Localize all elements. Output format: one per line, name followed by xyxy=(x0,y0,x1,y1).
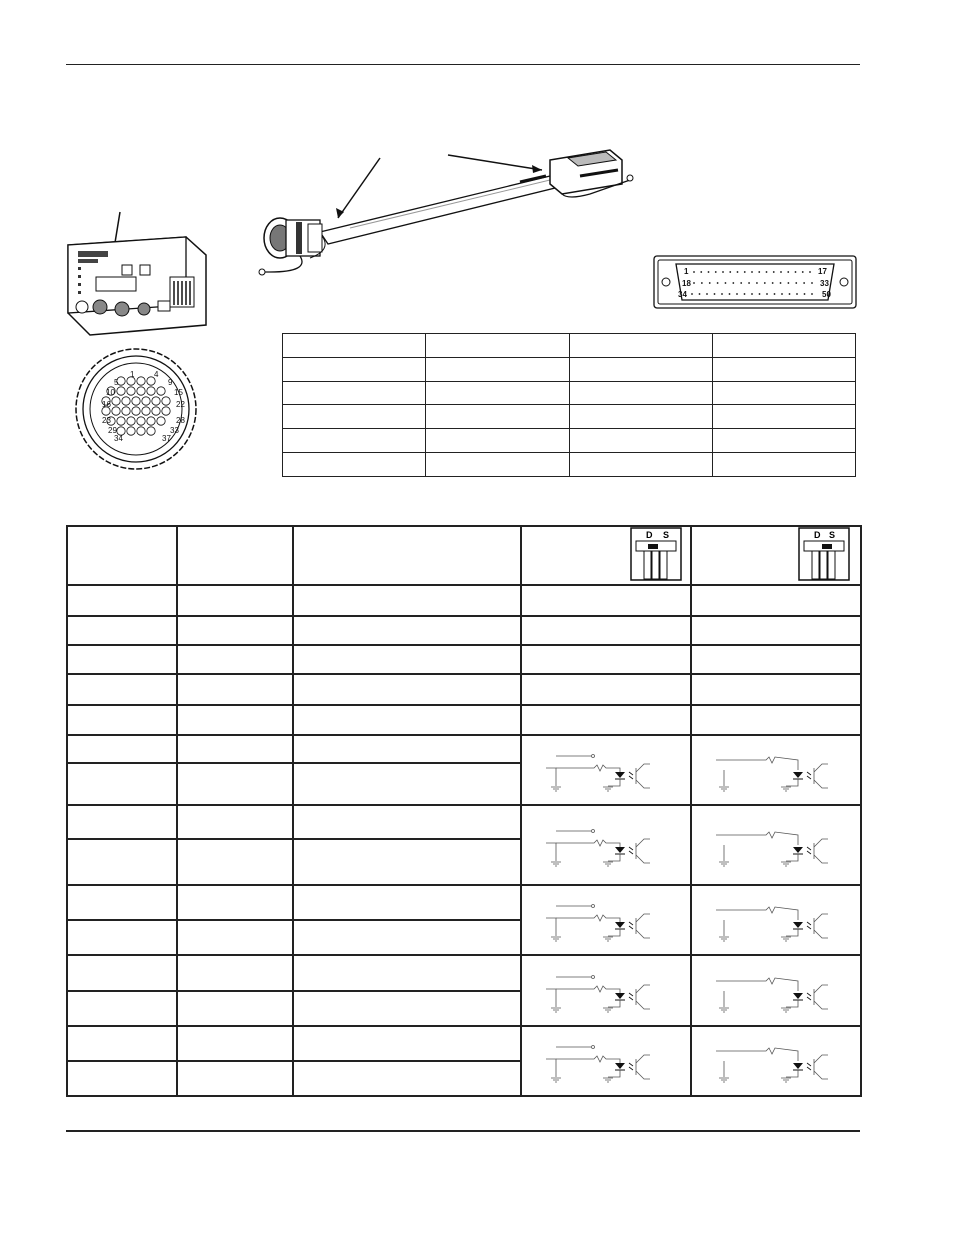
table-cell xyxy=(712,453,855,477)
circuit-cell xyxy=(521,1026,691,1096)
pin-label: 4 xyxy=(154,370,159,379)
table-cell xyxy=(691,705,861,735)
table-cell xyxy=(177,735,293,763)
opto-isolator-icon xyxy=(536,963,676,1019)
switch-label-d: D xyxy=(646,530,653,540)
dsub-pin-dot xyxy=(732,282,734,284)
dsub-pin-dot xyxy=(721,293,723,295)
pin-label: 33 xyxy=(170,426,179,435)
pin-label: 5 xyxy=(114,378,119,387)
table-cell xyxy=(177,991,293,1026)
dsub-pin-dot xyxy=(766,293,768,295)
dsub-pin-dot xyxy=(788,282,790,284)
opto-isolator-icon xyxy=(536,1033,676,1089)
table-cell xyxy=(67,645,177,674)
table-cell xyxy=(293,585,521,616)
dip-switch-icon xyxy=(798,527,850,581)
table-cell xyxy=(426,453,569,477)
circuit-cell xyxy=(691,805,861,885)
dsub-pin-dot xyxy=(774,293,776,295)
pin-hole xyxy=(132,397,140,405)
table-cell xyxy=(521,705,691,735)
table-cell xyxy=(691,585,861,616)
table-cell xyxy=(283,357,426,381)
circuit-cell xyxy=(691,955,861,1025)
table-cell xyxy=(177,920,293,955)
pin-label: 10 xyxy=(106,388,115,397)
pin-label: 22 xyxy=(176,400,185,409)
header-rule xyxy=(66,64,860,65)
dsub-pin-dot xyxy=(787,271,789,273)
table-cell xyxy=(426,429,569,453)
dsub-pin-dot xyxy=(759,293,761,295)
dsub-pin-dot xyxy=(796,293,798,295)
control-box-illustration xyxy=(66,225,216,345)
table-cell xyxy=(521,645,691,674)
circuit-cell xyxy=(691,735,861,805)
pin-hole xyxy=(127,427,135,435)
cable-illustration xyxy=(250,140,650,280)
table-cell xyxy=(569,381,712,405)
dsub-pin-dot xyxy=(706,293,708,295)
dsub-pin-dot xyxy=(764,282,766,284)
dsub-pin-dot xyxy=(811,282,813,284)
pin-label: 29 xyxy=(108,426,117,435)
table-cell xyxy=(283,405,426,429)
opto-isolator-icon xyxy=(536,892,676,948)
table-cell xyxy=(569,429,712,453)
dsub-pin-dot xyxy=(781,293,783,295)
table-cell xyxy=(569,453,712,477)
circuit-cell xyxy=(521,885,691,955)
table-cell xyxy=(67,955,177,990)
table-cell xyxy=(67,1026,177,1061)
dsub-pin-dot xyxy=(729,293,731,295)
table-cell xyxy=(67,616,177,645)
opto-isolator-icon xyxy=(706,817,846,873)
pin-label: 16 xyxy=(102,400,111,409)
cable-spec-table xyxy=(282,333,856,477)
opto-isolator-icon xyxy=(706,892,846,948)
table-cell xyxy=(177,616,293,645)
table-cell xyxy=(521,616,691,645)
dsub-pin-dot xyxy=(780,282,782,284)
dsub-pin-dot xyxy=(744,271,746,273)
table-cell xyxy=(67,585,177,616)
dsub-pin-dot xyxy=(708,271,710,273)
table-cell xyxy=(712,334,855,358)
pin-hole xyxy=(152,407,160,415)
table-cell xyxy=(177,674,293,704)
table-cell xyxy=(67,839,177,885)
table-cell xyxy=(521,585,691,616)
pin-hole xyxy=(162,407,170,415)
pin-hole xyxy=(122,397,130,405)
dsub-pin-dot xyxy=(773,271,775,273)
pin-hole xyxy=(137,377,145,385)
table-cell xyxy=(712,381,855,405)
pin-hole xyxy=(152,397,160,405)
table-cell xyxy=(691,674,861,704)
pin-label: 28 xyxy=(176,416,185,425)
table-cell xyxy=(293,616,521,645)
table-cell xyxy=(293,885,521,920)
circuit-cell xyxy=(691,1026,861,1096)
table-cell xyxy=(712,429,855,453)
table-cell xyxy=(177,805,293,839)
pin-hole xyxy=(112,397,120,405)
table-cell xyxy=(177,955,293,990)
table-cell xyxy=(177,585,293,616)
table-cell xyxy=(67,805,177,839)
dsub-pin-label: 18 xyxy=(682,279,691,288)
header-cell xyxy=(293,526,521,585)
pin-label: 23 xyxy=(102,416,111,425)
dsub-pin-dot xyxy=(714,293,716,295)
table-cell xyxy=(177,839,293,885)
table-cell xyxy=(177,645,293,674)
pinout-table xyxy=(66,525,862,1097)
dsub-pin-dot xyxy=(693,271,695,273)
table-cell xyxy=(712,405,855,429)
pin-label: 9 xyxy=(168,378,173,387)
pin-hole xyxy=(137,417,145,425)
table-cell xyxy=(426,334,569,358)
table-cell xyxy=(67,991,177,1026)
pin-label: 34 xyxy=(114,434,123,443)
front-connector-pinout xyxy=(72,345,200,473)
dsub-pin-dot xyxy=(693,282,695,284)
pin-hole xyxy=(137,387,145,395)
table-cell xyxy=(712,357,855,381)
switch-label-s: S xyxy=(829,530,836,540)
table-cell xyxy=(293,955,521,990)
dip-switch-icon xyxy=(630,527,682,581)
table-cell xyxy=(521,674,691,704)
table-cell xyxy=(283,429,426,453)
pin-hole xyxy=(132,407,140,415)
dsub-pin-dot xyxy=(780,271,782,273)
pin-hole xyxy=(157,417,165,425)
table-cell xyxy=(691,645,861,674)
table-cell xyxy=(283,381,426,405)
dsub-pin-dot xyxy=(722,271,724,273)
dsub-pin-dot xyxy=(699,293,701,295)
switch-label-s: S xyxy=(663,530,670,540)
pin-hole xyxy=(117,387,125,395)
table-cell xyxy=(177,763,293,805)
dsub-pin-dot xyxy=(804,293,806,295)
pin-hole xyxy=(142,407,150,415)
dsub-pin-dot xyxy=(758,271,760,273)
opto-isolator-icon xyxy=(536,817,676,873)
dsub-pin-dot xyxy=(725,282,727,284)
dsub-pin-dot xyxy=(803,282,805,284)
table-cell xyxy=(177,885,293,920)
pin-label: 15 xyxy=(174,388,183,397)
table-cell xyxy=(293,735,521,763)
pin-hole xyxy=(122,407,130,415)
table-cell xyxy=(67,885,177,920)
dsub-pin-dot xyxy=(729,271,731,273)
pin-hole xyxy=(142,397,150,405)
table-cell xyxy=(67,1061,177,1096)
footer-rule xyxy=(66,1130,860,1132)
header-cell xyxy=(67,526,177,585)
dsub-connector-pinout xyxy=(652,252,858,314)
pin-label: 37 xyxy=(162,434,171,443)
dsub-pin-dot xyxy=(748,282,750,284)
dsub-pin-dot xyxy=(772,282,774,284)
table-cell xyxy=(177,1026,293,1061)
dsub-pin-dot xyxy=(700,271,702,273)
header-cell xyxy=(177,526,293,585)
dsub-pin-dot xyxy=(789,293,791,295)
dsub-pin-dot xyxy=(795,271,797,273)
table-cell xyxy=(67,763,177,805)
table-cell xyxy=(569,334,712,358)
pin-hole xyxy=(112,407,120,415)
opto-isolator-icon xyxy=(706,1033,846,1089)
dsub-pin-label: 33 xyxy=(820,279,829,288)
pin-hole xyxy=(147,387,155,395)
table-cell xyxy=(293,839,521,885)
dsub-pin-dot xyxy=(811,293,813,295)
circuit-cell xyxy=(521,805,691,885)
dsub-pin-dot xyxy=(744,293,746,295)
dsub-pin-dot xyxy=(717,282,719,284)
table-cell xyxy=(293,805,521,839)
table-cell xyxy=(283,334,426,358)
dsub-pin-dot xyxy=(809,271,811,273)
pin-hole xyxy=(147,417,155,425)
table-cell xyxy=(67,674,177,704)
pin-label: 1 xyxy=(130,370,135,379)
table-cell xyxy=(283,453,426,477)
dsub-pin-label: 50 xyxy=(822,290,831,299)
dsub-pin-label: 17 xyxy=(818,267,827,276)
opto-isolator-icon xyxy=(706,742,846,798)
table-cell xyxy=(293,1026,521,1061)
circuit-cell xyxy=(521,955,691,1025)
dsub-pin-dot xyxy=(737,271,739,273)
table-cell xyxy=(426,381,569,405)
table-cell xyxy=(177,1061,293,1096)
dsub-pin-dot xyxy=(751,271,753,273)
table-cell xyxy=(67,735,177,763)
table-cell xyxy=(67,920,177,955)
dsub-pin-dot xyxy=(709,282,711,284)
table-cell xyxy=(569,357,712,381)
opto-isolator-icon xyxy=(706,963,846,1019)
switch-label-d: D xyxy=(814,530,821,540)
table-cell xyxy=(426,405,569,429)
table-cell xyxy=(177,705,293,735)
pin-hole xyxy=(147,427,155,435)
pin-hole xyxy=(137,427,145,435)
table-cell xyxy=(569,405,712,429)
dsub-pin-dot xyxy=(691,293,693,295)
dsub-pin-dot xyxy=(736,293,738,295)
opto-isolator-icon xyxy=(536,742,676,798)
table-cell xyxy=(293,645,521,674)
pin-hole xyxy=(127,387,135,395)
dsub-pin-dot xyxy=(751,293,753,295)
pin-hole xyxy=(117,417,125,425)
table-cell xyxy=(293,674,521,704)
dsub-pin-dot xyxy=(715,271,717,273)
table-cell xyxy=(293,920,521,955)
dsub-pin-dot xyxy=(740,282,742,284)
table-cell xyxy=(293,705,521,735)
dsub-pin-dot xyxy=(766,271,768,273)
dsub-pin-label: 34 xyxy=(678,290,687,299)
table-cell xyxy=(67,705,177,735)
table-cell xyxy=(293,1061,521,1096)
table-cell xyxy=(293,991,521,1026)
circuit-cell xyxy=(521,735,691,805)
dsub-pin-dot xyxy=(756,282,758,284)
dsub-pin-label: 1 xyxy=(684,267,689,276)
table-cell xyxy=(426,357,569,381)
circuit-cell xyxy=(691,885,861,955)
dsub-pin-dot xyxy=(795,282,797,284)
pin-hole xyxy=(162,397,170,405)
table-cell xyxy=(691,616,861,645)
pin-hole xyxy=(127,417,135,425)
table-cell xyxy=(293,763,521,805)
dsub-pin-dot xyxy=(701,282,703,284)
pin-hole xyxy=(157,387,165,395)
dsub-pin-dot xyxy=(802,271,804,273)
